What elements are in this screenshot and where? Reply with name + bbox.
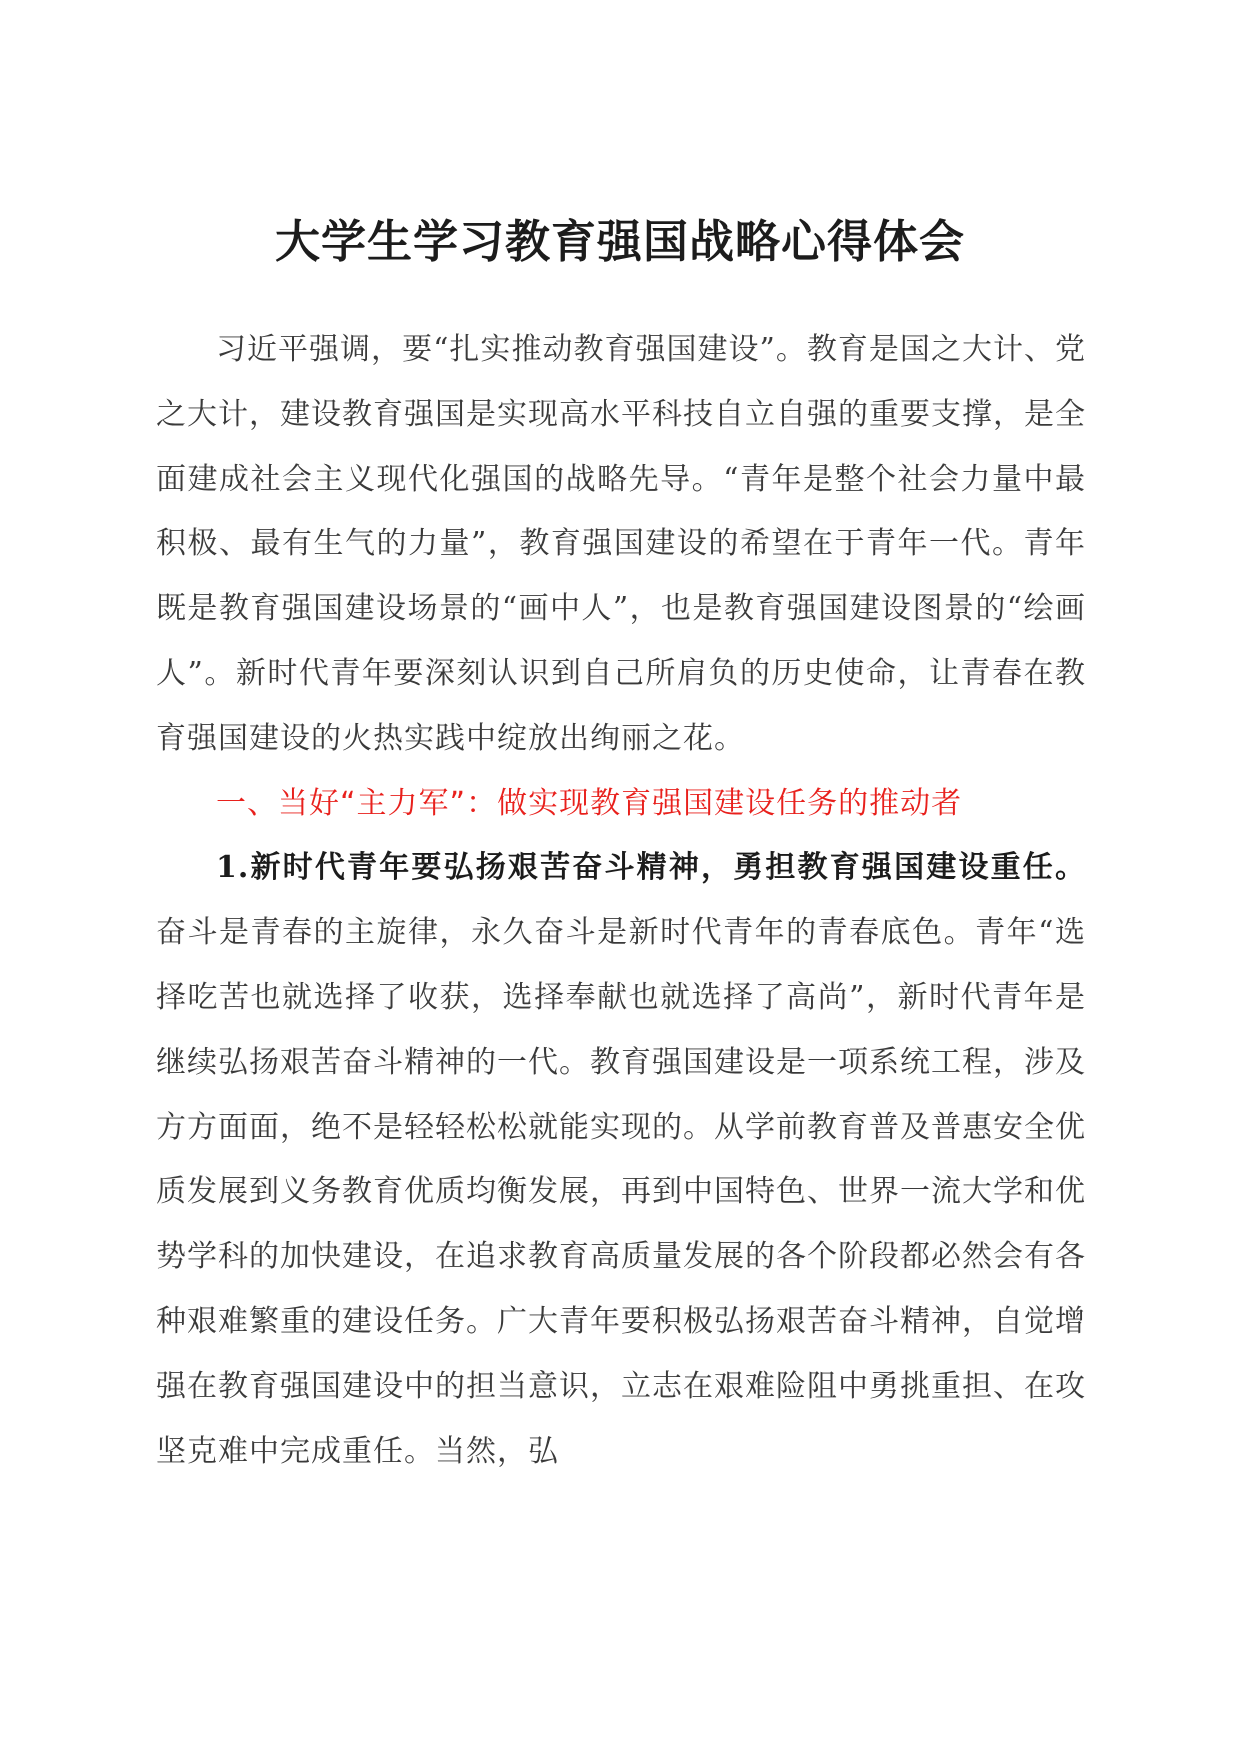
document-body (156, 318, 1086, 1484)
section-heading: 一、当好“主力军”：做实现教育强国建设任务的推动者 (216, 785, 963, 821)
section-point-paragraph (156, 836, 1086, 1484)
point-body-text: 奋斗是青春的主旋律，永久奋斗是新时代青年的青春底色。青年“选择吃苦也就选择了收获，选择奉献也就选择了高尚”，新时代青年是继续弘扬艰苦奋斗精神的一代。教育强国建设是一项系统工程，涉及方方面面，绝不是轻轻松松就能实现的。从学前教育普及普惠安全优质发展到义务教育优质均衡发展，再到中国特色、世界一流大学和优势学科的加快建设，在追求教育高质量发展的各个阶段都必然会有各种艰难繁重的建设任务。广大青年要积极弘扬艰苦奋斗精神，自觉增强在教育强国建设中的担当意识，立志在艰难险阻中勇挑重担、在攻坚克难中完成重任。当然，弘 (156, 915, 1086, 1469)
document-title: 大学生学习教育强国战略心得体会 (274, 215, 965, 268)
intro-paragraph: 习近平强调，要“扎实推动教育强国建设”。教育是国之大计、党之大计，建设教育强国是实现高水平科技自立自强的重要支撑，是全面建成社会主义现代化强国的战略先导。“青年是整个社会力量中最积极、最有生气的力量”，教育强国建设的希望在于青年一代。青年既是教育强国建设场景的“画中人”，也是教育强国建设图景的“绘画人”。新时代青年要深刻认识到自己所肩负的历史使命，让青春在教育强国建设的火热实践中绽放出绚丽之花。 (156, 332, 1086, 756)
point-lead-sentence: 1.新时代青年要弘扬艰苦奋斗精神，勇担教育强国建设重任。 (216, 850, 1086, 886)
